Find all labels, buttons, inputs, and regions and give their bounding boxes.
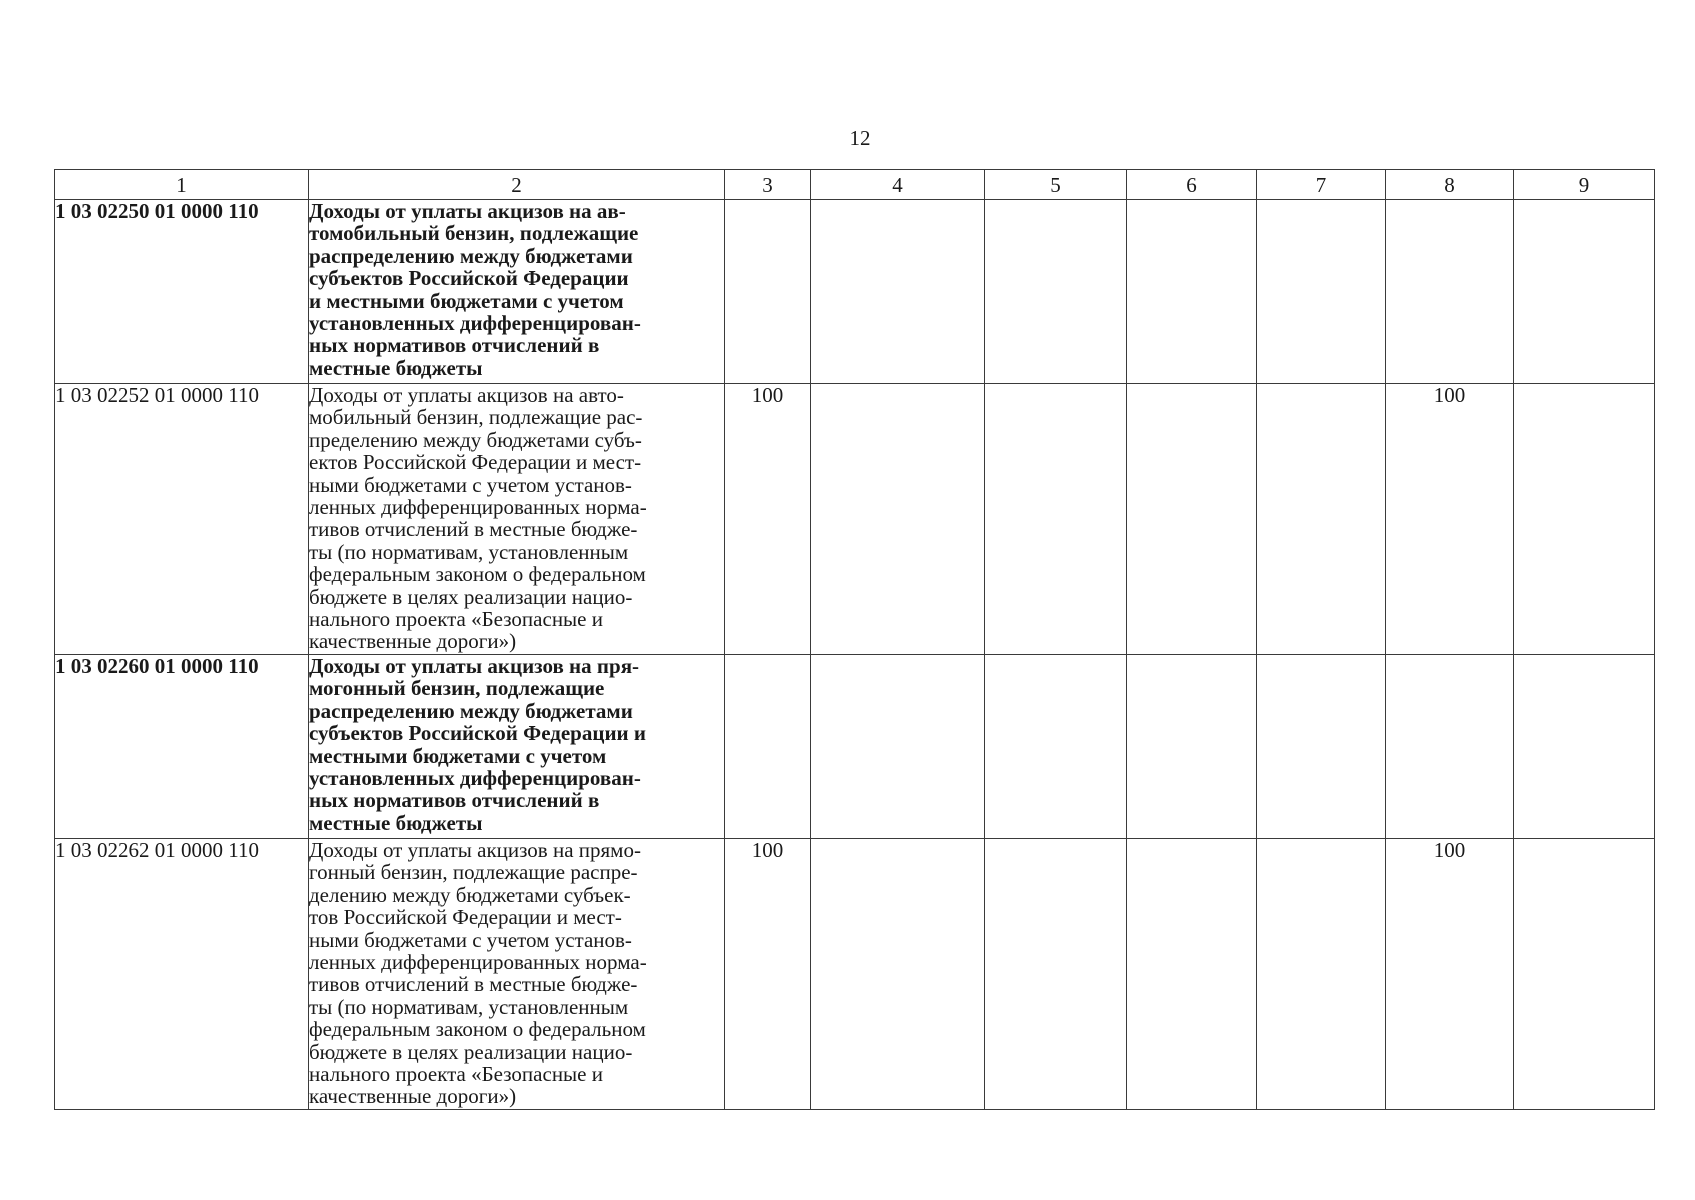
income-code-cell: 1 03 02262 01 0000 110 xyxy=(55,839,309,1110)
description-line: установленных дифференцирован- xyxy=(309,766,641,791)
value-cell-col-5 xyxy=(985,839,1127,1110)
value-cell-col-3: 100 xyxy=(725,384,811,655)
description-line: делению между бюджетами субъек- xyxy=(309,882,631,907)
description-line: тивов отчислений в местные бюдже- xyxy=(309,972,638,997)
description-line: субъектов Российской Федерации xyxy=(309,266,629,291)
description-line: распределению между бюджетами xyxy=(309,243,633,268)
header-row xyxy=(55,170,1655,200)
description-line: федеральным законом о федеральном xyxy=(309,562,646,587)
income-code-cell: 1 03 02250 01 0000 110 xyxy=(55,200,309,384)
value-cell-col-7 xyxy=(1257,200,1386,384)
income-code-cell: 1 03 02260 01 0000 110 xyxy=(55,655,309,839)
value-cell-col-8: 100 xyxy=(1386,384,1514,655)
value-cell-col-8 xyxy=(1386,655,1514,839)
description-line: бюджете в целях реализации нацио- xyxy=(309,584,633,609)
description-line: нального проекта «Безопасные и xyxy=(309,607,603,632)
value-cell-col-3 xyxy=(725,655,811,839)
value-cell-col-3: 100 xyxy=(725,839,811,1110)
income-description-cell xyxy=(309,839,725,1110)
value-cell-col-5 xyxy=(985,655,1127,839)
description-line: Доходы от уплаты акцизов на пря- xyxy=(309,654,640,678)
value-cell-col-9 xyxy=(1514,384,1655,655)
income-code-cell: 1 03 02252 01 0000 110 xyxy=(55,384,309,655)
table-row xyxy=(55,839,1655,1110)
value-cell-col-4 xyxy=(811,655,985,839)
description-line: ных нормативов отчислений в xyxy=(309,788,600,813)
value-cell-col-9 xyxy=(1514,200,1655,384)
value-cell-col-5 xyxy=(985,384,1127,655)
description-line: качественные дороги») xyxy=(309,1084,517,1109)
value-cell-col-8 xyxy=(1386,200,1514,384)
description-line: тивов отчислений в местные бюдже- xyxy=(309,517,638,542)
description-line: ленных дифференцированных норма- xyxy=(309,950,647,975)
description-line: местные бюджеты xyxy=(309,810,483,835)
header-cell: 8 xyxy=(1386,170,1514,200)
description-line: федеральным законом о федеральном xyxy=(309,1017,646,1042)
description-line: ленных дифференцированных норма- xyxy=(309,495,647,520)
header-cell: 4 xyxy=(811,170,985,200)
description-line: пределению между бюджетами субъ- xyxy=(309,427,642,452)
description-line: мобильный бензин, подлежащие рас- xyxy=(309,405,643,430)
value-cell-col-9 xyxy=(1514,655,1655,839)
header-cell: 5 xyxy=(985,170,1127,200)
description-line: местные бюджеты xyxy=(309,355,483,380)
header-cell: 1 xyxy=(55,170,309,200)
value-cell-col-6 xyxy=(1127,384,1257,655)
description-line: нального проекта «Безопасные и xyxy=(309,1062,603,1087)
header-cell: 3 xyxy=(725,170,811,200)
value-cell-col-3 xyxy=(725,200,811,384)
value-cell-col-7 xyxy=(1257,384,1386,655)
description-line: бюджете в целях реализации нацио- xyxy=(309,1039,633,1064)
income-description-cell xyxy=(309,655,725,839)
budget-table xyxy=(54,169,1655,1110)
value-cell-col-4 xyxy=(811,384,985,655)
description-line: тов Российской Федерации и мест- xyxy=(309,905,622,930)
description-line: ными бюджетами с учетом установ- xyxy=(309,472,632,497)
description-line: ными бюджетами с учетом установ- xyxy=(309,927,632,952)
income-description-cell xyxy=(309,384,725,655)
value-cell-col-4 xyxy=(811,200,985,384)
value-cell-col-8: 100 xyxy=(1386,839,1514,1110)
table-row xyxy=(55,384,1655,655)
description-line: ектов Российской Федерации и мест- xyxy=(309,450,642,475)
description-line: могонный бензин, подлежащие xyxy=(309,676,605,701)
table-body xyxy=(55,200,1655,1110)
description-line: Доходы от уплаты акцизов на ав- xyxy=(309,199,626,223)
description-line: ты (по нормативам, установленным xyxy=(309,539,629,564)
value-cell-col-6 xyxy=(1127,655,1257,839)
description-line: и местными бюджетами с учетом xyxy=(309,288,624,313)
income-description-cell xyxy=(309,200,725,384)
description-line: субъектов Российской Федерации и xyxy=(309,721,647,746)
value-cell-col-6 xyxy=(1127,839,1257,1110)
table-row xyxy=(55,200,1655,384)
page-number: 12 xyxy=(849,126,871,150)
value-cell-col-4 xyxy=(811,839,985,1110)
description-line: ных нормативов отчислений в xyxy=(309,333,600,358)
description-line: Доходы от уплаты акцизов на авто- xyxy=(309,383,624,407)
description-line: гонный бензин, подлежащие распре- xyxy=(309,860,638,885)
value-cell-col-6 xyxy=(1127,200,1257,384)
value-cell-col-5 xyxy=(985,200,1127,384)
header-cell: 9 xyxy=(1514,170,1655,200)
value-cell-col-7 xyxy=(1257,655,1386,839)
description-line: качественные дороги») xyxy=(309,629,517,654)
description-line: распределению между бюджетами xyxy=(309,698,633,723)
description-line: местными бюджетами с учетом xyxy=(309,743,607,768)
header-cell: 6 xyxy=(1127,170,1257,200)
description-line: томобильный бензин, подлежащие xyxy=(309,221,639,246)
table-row xyxy=(55,655,1655,839)
value-cell-col-9 xyxy=(1514,839,1655,1110)
header-cell: 2 xyxy=(309,170,725,200)
value-cell-col-7 xyxy=(1257,839,1386,1110)
description-line: Доходы от уплаты акцизов на прямо- xyxy=(309,838,641,862)
header-cell: 7 xyxy=(1257,170,1386,200)
description-line: ты (по нормативам, установленным xyxy=(309,994,629,1019)
description-line: установленных дифференцирован- xyxy=(309,311,641,336)
